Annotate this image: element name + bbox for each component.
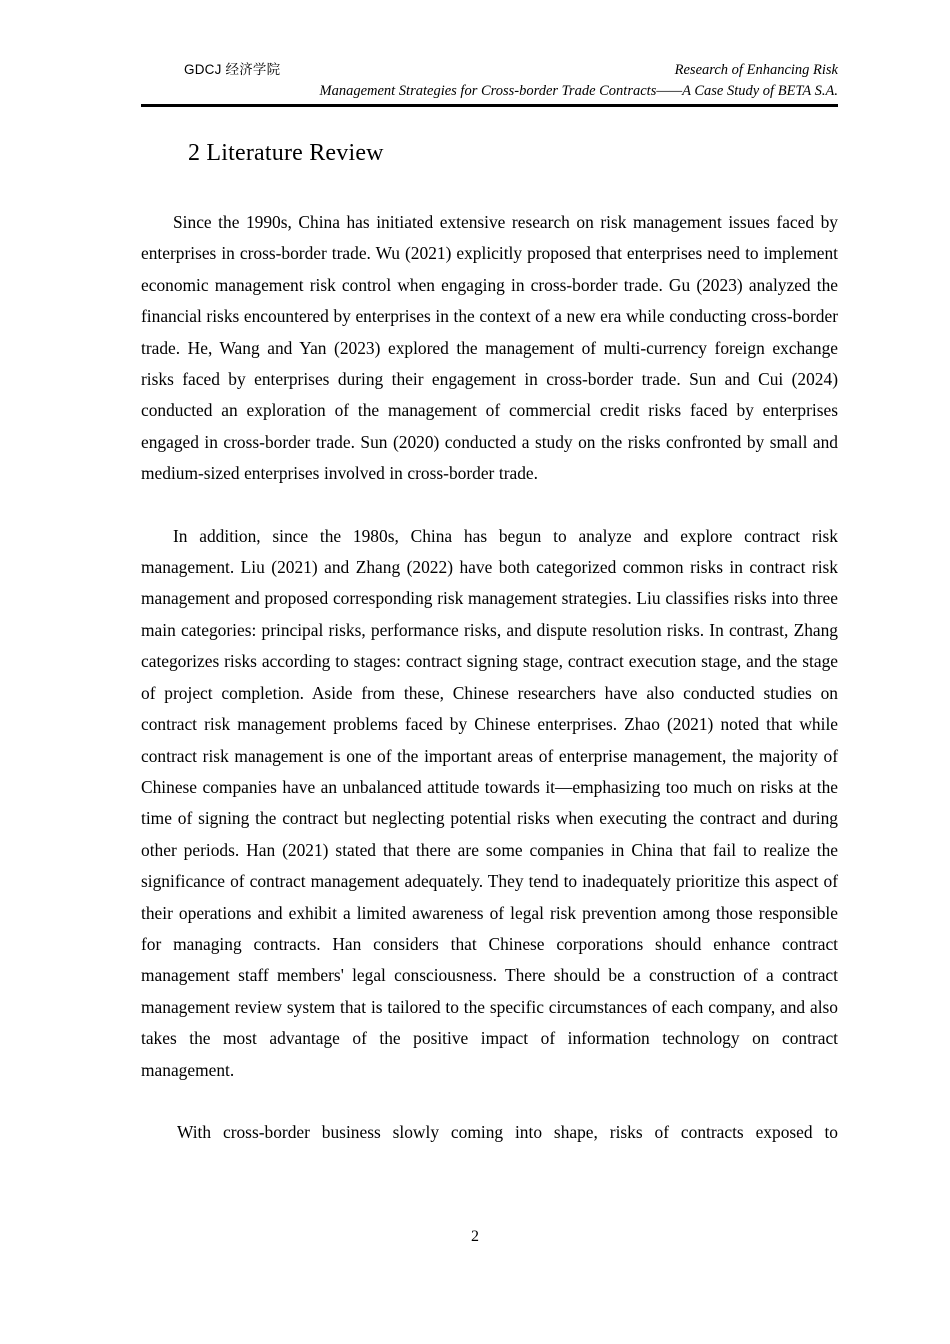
header-title-line-1: Research of Enhancing Risk	[674, 62, 838, 78]
page-title: 2 Literature Review	[188, 140, 384, 167]
body-paragraph: In addition, since the 1980s, China has begun to analyze and explore contract risk management. Liu (2021) and Zhang (2022) have both categorized common risks in contract risk management and proposed corresponding risk management strategies. Liu classifies risks into three main categories: principal risks, performance risks, and dispute resolution risks. In contrast, Zhang categorizes risks according to stages: contract signing stage, contract execution stage, and the stage of project completion. Aside from these, Chinese researchers have also conducted studies on contract risk management problems faced by Chinese enterprises. Zhao (2021) noted that while contract risk management is one of the important areas of enterprise management, the majority of Chinese companies have an unbalanced attitude towards it—emphasizing too much on risks at the time of signing the contract but neglecting potential risks when executing the contract and during other periods. Han (2021) stated that there are some companies in China that fail to realize the significance of contract management adequately. They tend to inadequately prioritize this aspect of their operations and exhibit a limited awareness of legal risk prevention among those responsible for managing contracts. Han considers that Chinese corporations should enhance contract management staff members' legal consciousness. There should be a construction of a contract management review system that is tailored to the specific circumstances of each company, and also takes the most advantage of the positive impact of information technology on contract management.	[141, 525, 838, 1080]
body-paragraph: Since the 1990s, China has initiated extensive research on risk management issues faced by enterprises in cross-border trade. Wu (2021) explicitly proposed that enterprises need to implement economic management risk control when engaging in cross-border trade. Gu (2023) analyzed the financial risks encountered by enterprises in the context of a new era while conducting cross-border trade. He, Wang and Yan (2023) explored the management of multi-currency foreign exchange risks faced by enterprises during their engagement in cross-border trade. Sun and Cui (2024) conducted an exploration of the management of commercial credit risks faced by enterprises engaged in cross-border trade. Sun (2020) conducted a study on the risks confronted by small and medium-sized enterprises involved in cross-border trade.	[141, 212, 838, 484]
header-first-line	[141, 58, 838, 80]
body-paragraph: With cross-border business slowly coming into shape, risks of contracts exposed to	[177, 1121, 838, 1142]
header-organization: GDCJ 经济学院	[184, 62, 281, 77]
header-divider-rule	[141, 104, 838, 107]
page-number: 2	[471, 1228, 479, 1245]
body-text-column	[141, 207, 838, 1148]
header-title-line-2: Management Strategies for Cross-border Trade Contracts——A Case Study of BETA S.A.	[319, 83, 838, 99]
running-header	[141, 58, 838, 100]
